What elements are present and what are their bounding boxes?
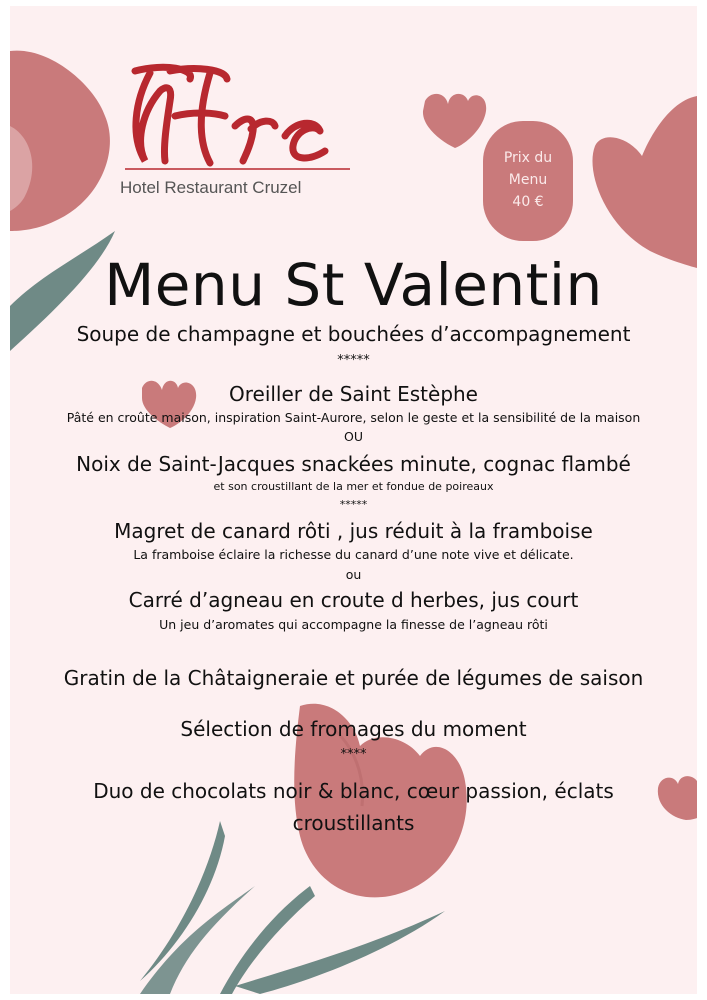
price-value: 40 €: [512, 194, 544, 210]
starter: Soupe de champagne et bouchées d’accompagnement: [76, 322, 631, 346]
or-separator: ou: [345, 567, 362, 582]
separator: *****: [339, 498, 368, 511]
main-1-name: Magret de canard rôti , jus réduit à la framboise: [114, 519, 593, 543]
side-dish: Gratin de la Châtaigneraie et purée de légumes de saison: [63, 666, 644, 690]
price-label-1: Prix du: [503, 150, 553, 166]
cheese-course: Sélection de fromages du moment: [180, 717, 527, 741]
dessert-line-1: Duo de chocolats noir & blanc, cœur passion, éclats: [93, 779, 614, 803]
or-separator: OU: [344, 429, 363, 444]
entree-2-description: et son croustillant de la mer et fondue de poireaux: [213, 480, 494, 493]
hrc-logo-icon: [115, 61, 355, 176]
separator: ****: [340, 747, 367, 762]
price-label-2: Menu: [508, 172, 548, 188]
top-right-tulip-icon: [592, 96, 697, 268]
page-title: Menu St Valentin: [104, 251, 603, 319]
separator: *****: [337, 353, 370, 368]
entree-1-description: Pâté en croûte maison, inspiration Saint-Aurore, selon le geste et la sensibilité de la maison: [66, 410, 641, 425]
price-badge: [483, 121, 573, 241]
small-heart-icon: [423, 94, 486, 148]
menu-page: [10, 6, 697, 994]
dessert-line-2: croustillants: [292, 811, 415, 835]
main-1-description: La framboise éclaire la richesse du canard d’une note vive et délicate.: [133, 547, 574, 562]
main-2-description: Un jeu d’aromates qui accompagne la finesse de l’agneau rôti: [159, 617, 548, 632]
entree-2-name: Noix de Saint-Jacques snackées minute, cognac flambé: [76, 452, 631, 476]
main-2-name: Carré d’agneau en croute d herbes, jus court: [128, 588, 579, 612]
restaurant-name: Hotel Restaurant Cruzel: [120, 178, 302, 197]
logo: [115, 61, 355, 211]
entree-1-name: Oreiller de Saint Estèphe: [228, 382, 478, 406]
